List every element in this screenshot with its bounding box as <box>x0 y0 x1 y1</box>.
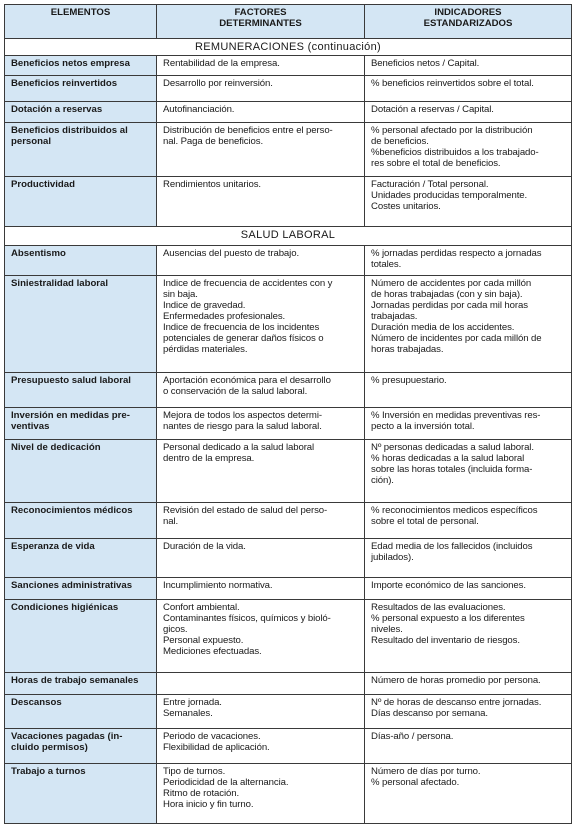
cell-line: dentro de la empresa. <box>163 453 255 465</box>
table-row <box>5 123 572 177</box>
cell-line: % jornadas perdidas respecto a jornadas <box>371 248 542 259</box>
element-cell <box>5 246 157 276</box>
cell-line: Resultados de las evaluaciones. <box>371 601 506 613</box>
element-cell <box>5 694 157 729</box>
cell-line: Beneficios distribuidos al <box>11 125 128 137</box>
section-title: SALUD LABORAL <box>5 226 572 245</box>
table-row <box>5 177 572 227</box>
cell-line: Aportación económica para el desarrollo <box>163 375 331 387</box>
element-cell <box>5 56 157 75</box>
cell-line: Importe económico de las sanciones. <box>371 580 526 592</box>
section-header-row <box>5 39 572 56</box>
cell-line: Enfermedades profesionales. <box>163 311 286 323</box>
cell-line: Indice de frecuencia de accidentes con y <box>163 278 333 290</box>
cell-line: Unidades producidas temporalmente. <box>371 190 528 201</box>
cell-line: Revisión del estado de salud del perso- <box>163 504 328 516</box>
factores-cell <box>157 578 365 600</box>
cell-line: Edad media de los fallecidos (incluidos <box>371 541 533 553</box>
indicadores-cell <box>365 75 572 101</box>
indicadores-cell <box>365 177 572 227</box>
cell-line: pérdidas materiales. <box>163 344 248 356</box>
indicators-table <box>4 4 572 824</box>
cell-line: Beneficios netos empresa <box>11 58 130 70</box>
cell-line: Presupuesto salud laboral <box>11 375 131 387</box>
cell-line: horas trabajadas. <box>371 344 444 356</box>
table-row <box>5 694 572 729</box>
factores-cell <box>157 502 365 539</box>
cell-line: Productividad <box>11 179 75 190</box>
cell-line: Duración de la vida. <box>163 541 246 553</box>
indicadores-cell <box>365 56 572 75</box>
cell-line: Mediciones efectuadas. <box>163 645 262 657</box>
cell-line: Beneficios reinvertidos <box>11 77 118 89</box>
cell-line: Trabajo a turnos <box>11 765 86 777</box>
cell-line: o conservación de la salud laboral. <box>163 386 308 398</box>
element-cell <box>5 407 157 439</box>
element-cell <box>5 578 157 600</box>
cell-line: Mejora de todos los aspectos determi- <box>163 409 322 421</box>
factores-cell <box>157 729 365 764</box>
cell-line: Facturación / Total personal. <box>371 179 489 190</box>
cell-line: Tipo de turnos. <box>163 765 226 777</box>
cell-line: % beneficios reinvertidos sobre el total. <box>371 77 534 89</box>
header-factores: FACTORES DETERMINANTES <box>157 5 365 39</box>
cell-line: Semanales. <box>163 707 213 719</box>
indicadores-cell <box>365 539 572 578</box>
element-cell <box>5 672 157 694</box>
cell-line: Siniestralidad laboral <box>11 278 109 290</box>
factores-cell <box>157 373 365 408</box>
table-row <box>5 578 572 600</box>
cell-line: Resultado del inventario de riesgos. <box>371 634 520 646</box>
cell-line: Inversión en medidas pre- <box>11 409 130 421</box>
table-row <box>5 373 572 408</box>
cell-line: Nivel de dedicación <box>11 442 101 454</box>
cell-line: pecto a la inversión total. <box>371 420 475 432</box>
indicadores-cell <box>365 407 572 439</box>
factores-cell <box>157 56 365 75</box>
cell-line: Autofinanciación. <box>163 103 235 115</box>
element-cell <box>5 599 157 672</box>
cell-line: Rentabilidad de la empresa. <box>163 58 280 70</box>
indicadores-cell <box>365 578 572 600</box>
document-page <box>4 4 571 824</box>
element-cell <box>5 502 157 539</box>
cell-line: personal <box>11 136 51 148</box>
cell-line: %beneficios distribuidos a los trabajado- <box>371 147 539 159</box>
table-body <box>5 39 572 824</box>
cell-line: Rendimientos unitarios. <box>163 179 261 190</box>
cell-line: Dotación a reservas <box>11 103 103 115</box>
cell-line: potenciales de generar daños físicos o <box>163 333 324 345</box>
cell-line: sobre el total de personal. <box>371 515 479 527</box>
indicadores-cell <box>365 123 572 177</box>
cell-line: totales. <box>371 259 402 270</box>
table-row <box>5 440 572 503</box>
cell-line: Descansos <box>11 696 62 708</box>
table-row <box>5 407 572 439</box>
factores-cell <box>157 672 365 694</box>
cell-line: % personal afectado. <box>371 776 460 788</box>
indicadores-cell <box>365 440 572 503</box>
table-row <box>5 599 572 672</box>
element-cell <box>5 123 157 177</box>
cell-line: % Inversión en medidas preventivas res- <box>371 409 541 421</box>
indicadores-cell <box>365 101 572 123</box>
cell-line: de horas trabajadas (con y sin baja). <box>371 289 523 301</box>
element-cell <box>5 373 157 408</box>
indicadores-cell <box>365 672 572 694</box>
cell-line: Ausencias del puesto de trabajo. <box>163 248 300 259</box>
indicadores-cell <box>365 694 572 729</box>
cell-line: niveles. <box>371 623 403 635</box>
element-cell <box>5 763 157 824</box>
section-header-row <box>5 226 572 245</box>
cell-line: jubilados). <box>371 552 414 564</box>
element-cell <box>5 440 157 503</box>
element-cell <box>5 539 157 578</box>
cell-line: Absentismo <box>11 248 66 259</box>
factores-cell <box>157 763 365 824</box>
cell-line: Jornadas perdidas por cada mil horas <box>371 300 528 312</box>
cell-line: sobre las horas totales (incluida forma- <box>371 464 533 476</box>
cell-line: Periodicidad de la alternancia. <box>163 776 289 788</box>
cell-line: Nº personas dedicadas a salud laboral. <box>371 442 534 454</box>
section-title: REMUNERACIONES (continuación) <box>5 39 572 56</box>
cell-line: Costes unitarios. <box>371 201 441 212</box>
table-row <box>5 101 572 123</box>
factores-cell <box>157 539 365 578</box>
cell-line: Nº de horas de descanso entre jornadas. <box>371 696 542 708</box>
header-indicadores: INDICADORES ESTANDARIZADOS <box>365 5 572 39</box>
cell-line: Días descanso por semana. <box>371 707 488 719</box>
element-cell <box>5 101 157 123</box>
cell-line: Incumplimiento normativa. <box>163 580 273 592</box>
factores-cell <box>157 75 365 101</box>
cell-line: sin baja. <box>163 289 198 301</box>
indicadores-cell <box>365 502 572 539</box>
cell-line: Duración media de los accidentes. <box>371 322 515 334</box>
cell-line: % horas dedicadas a la salud laboral <box>371 453 525 465</box>
cell-line: Número de horas promedio por persona. <box>371 674 541 686</box>
cell-line: Reconocimientos médicos <box>11 504 133 516</box>
cell-line: Días-año / persona. <box>371 731 454 742</box>
cell-line: Esperanza de vida <box>11 541 95 553</box>
factores-cell <box>157 440 365 503</box>
cell-line: Personal expuesto. <box>163 634 244 646</box>
cell-line: trabajadas. <box>371 311 418 323</box>
cell-line: Periodo de vacaciones. <box>163 731 261 742</box>
cell-line: de beneficios. <box>371 136 429 148</box>
table-row <box>5 246 572 276</box>
cell-line: Entre jornada. <box>163 696 222 708</box>
cell-line: Indice de gravedad. <box>163 300 246 312</box>
indicadores-cell <box>365 599 572 672</box>
factores-cell <box>157 276 365 373</box>
cell-line: Ritmo de rotación. <box>163 787 240 799</box>
table-row <box>5 539 572 578</box>
factores-cell <box>157 407 365 439</box>
cell-line: Número de incidentes por cada millón de <box>371 333 542 345</box>
factores-cell <box>157 599 365 672</box>
cell-line: nal. <box>163 515 179 527</box>
factores-cell <box>157 694 365 729</box>
table-row <box>5 276 572 373</box>
cell-line: cluido permisos) <box>11 742 88 753</box>
factores-cell <box>157 123 365 177</box>
element-cell <box>5 729 157 764</box>
cell-line: Condiciones higiénicas <box>11 601 119 613</box>
table-row <box>5 763 572 824</box>
table-header <box>5 5 572 39</box>
cell-line: % presupuestario. <box>371 375 447 387</box>
cell-line: Vacaciones pagadas (in- <box>11 731 123 742</box>
table-row <box>5 729 572 764</box>
indicadores-cell <box>365 373 572 408</box>
cell-line: % reconocimientos medicos específicos <box>371 504 538 516</box>
table-row <box>5 672 572 694</box>
indicadores-cell <box>365 246 572 276</box>
cell-line: Horas de trabajo semanales <box>11 674 139 686</box>
cell-line: Hora inicio y fin turno. <box>163 798 254 810</box>
cell-line: Beneficios netos / Capital. <box>371 58 480 70</box>
indicadores-cell <box>365 729 572 764</box>
indicadores-cell <box>365 763 572 824</box>
cell-line: ción). <box>371 475 394 487</box>
table-row <box>5 56 572 75</box>
factores-cell <box>157 246 365 276</box>
cell-line: Contaminantes físicos, químicos y bioló- <box>163 612 331 624</box>
cell-line: Número de días por turno. <box>371 765 481 777</box>
cell-line: nal. Paga de beneficios. <box>163 136 264 148</box>
cell-line: % personal afectado por la distribución <box>371 125 533 137</box>
cell-line: nantes de riesgo para la salud laboral. <box>163 420 322 432</box>
element-cell <box>5 276 157 373</box>
cell-line: Distribución de beneficios entre el perso- <box>163 125 333 137</box>
element-cell <box>5 75 157 101</box>
cell-line: gicos. <box>163 623 188 635</box>
cell-line: Sanciones administrativas <box>11 580 133 592</box>
cell-line: Confort ambiental. <box>163 601 240 613</box>
cell-line: % personal expuesto a los diferentes <box>371 612 525 624</box>
cell-line: Número de accidentes por cada millón <box>371 278 532 290</box>
element-cell <box>5 177 157 227</box>
indicadores-cell <box>365 276 572 373</box>
cell-line: Dotación a reservas / Capital. <box>371 103 494 115</box>
cell-line: Indice de frecuencia de los incidentes <box>163 322 320 334</box>
cell-line: Desarrollo por reinversión. <box>163 77 273 89</box>
factores-cell <box>157 177 365 227</box>
cell-line: ventivas <box>11 420 50 432</box>
cell-line: Flexibilidad de aplicación. <box>163 742 270 753</box>
header-elementos: ELEMENTOS <box>5 5 157 39</box>
factores-cell <box>157 101 365 123</box>
cell-line: res sobre el total de beneficios. <box>371 158 501 170</box>
table-row <box>5 75 572 101</box>
table-row <box>5 502 572 539</box>
cell-line: Personal dedicado a la salud laboral <box>163 442 315 454</box>
